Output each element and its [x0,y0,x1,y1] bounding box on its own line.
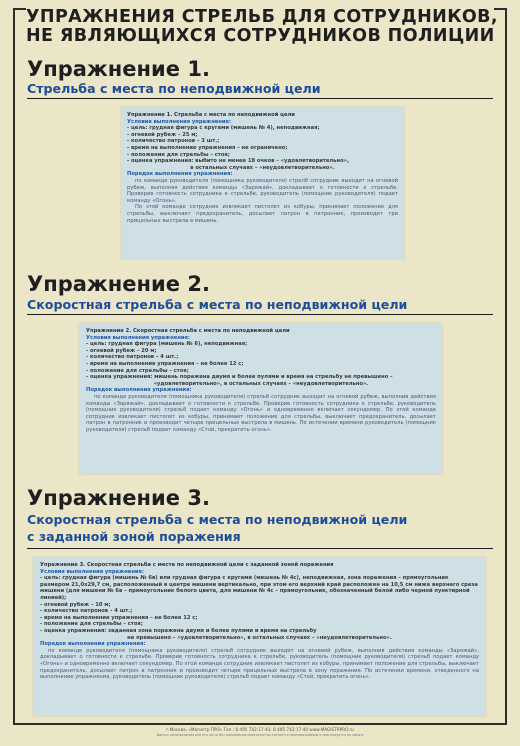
exercise-3-card [33,557,486,716]
exercise-3-divider [27,548,493,549]
condition-item: - количество патронов – 4 шт.; [40,608,133,615]
condition-item: - огневой рубеж – 25 м; [127,131,198,138]
order-heading: Порядок выполнения упражнения: [127,171,233,178]
condition-item: - количество патронов – 4 шт.; [86,354,179,361]
exercise-1-subtitle: Стрельба с места по неподвижной цели [27,81,321,96]
order-paragraph: по команде руководителя (помощника руководителя) стрелб сотрудник выходит на огневой рубеж, выполняя действия команды «Заряжай», докладывает о готовности к стрельбе. Проверив готовность сотрудника к стрельбе, руководитель (помощник руководителя) подает команду «Огонь». [127,177,398,204]
card-title: Упражнение 3. Скоростная стрельба с места по неподвижной цели с заданной зоной поражения [40,562,334,568]
card-title: Упражнение 1. Стрельба с места по неподвижной цели [127,112,295,118]
order-paragraph: По этой команде сотрудник извлекает пистолет из кобуры, принимает положение для стрельбы, выключает предохранитель, досылает патрон в патронник, производит три прицельных выстрела в мишень. [127,204,398,224]
condition-item: - положение для стрельбы – стоя; [40,621,143,628]
exercise-2-title: Упражнение 2. [27,272,210,296]
condition-item-target: - цель: грудная фигура (мишень № 6в) или грудная фигура с кругами (мишень № 4с), неподвижная, зона поражения – прямоугольник размером 21,0х29,7 см, расположенный в центре мишени вертикально, при этом его верхний край расположен на 10,5 см ниже верхнего среза мишени (для мишени № 6в – прямоугольник белого цвета, для мишени № 4с – прямоугольник, обозначенный белой либо черной пунктирной линией); [40,575,478,601]
exercise-3-subtitle-line-1: Скоростная стрельба с места по неподвижной цели [27,512,408,527]
condition-item: - время на выполнение упражнения – не ограничено; [127,144,288,151]
exercise-1-divider [27,98,493,99]
condition-item: - оценка упражнения: мишень поражена двумя и более пулями и время на стрельбу не превышено – [86,374,393,381]
poster-header [26,0,498,50]
exercise-2-subtitle: Скоростная стрельба с места по неподвижной цели [27,297,408,312]
copyright-notice: Выпуск произведения или его части без разрешения издательства считается противоправным и преследуется по закону [156,733,364,737]
condition-item-continued: не превышено – «удовлетворительно», в остальных случаях – «неудовлетворительно». [127,634,392,641]
poster-title-line-2: НЕ ЯВЛЯЮЩИХСЯ СОТРУДНИКОВ ПОЛИЦИИ [26,26,495,46]
poster-title-line-1: УПРАЖНЕНИЯ СТРЕЛЬБ ДЛЯ СОТРУДНИКОВ, [26,7,498,27]
condition-item: - цель: грудная фигура (мишень № 6), неподвижная; [86,341,248,348]
condition-item: - огневой рубеж – 20 м; [86,347,157,354]
order-heading: Порядок выполнения упражнения: [86,387,192,394]
conditions-heading: Условия выполнения упражнения: [40,568,144,575]
condition-item: - огневой рубеж – 10 м; [40,601,111,608]
condition-item: - оценка упражнения: выбито не менее 18 очков – «удовлетворительно», [127,158,349,165]
exercise-1-title: Упражнение 1. [27,57,210,81]
publisher-footer: г.Москва, «Магистр ПРО» Тел.: 8 495 742-17-43, 8 495 742-17-40 www.MAGISTRPRO.ru [166,727,354,732]
condition-item-continued: в остальных случаях – «неудовлетворительно». [190,164,335,171]
order-heading: Порядок выполнения упражнения: [40,641,146,648]
order-paragraph: по команде руководителя (помощника руководителя) стрельб сотрудник выходит на огневой рубеж, выполнив действия команды «Заряжай», докладывает о готовности к стрельбе. Проверив готовность сотрудника к стрельбе, руководитель (помощник руководителя) стрельб подает команду «Огонь» и одновременно включает секундомер. По этой команде сотрудник извлекает пистолет из кобуры, принимает положение для стрельбы, выключает предохранитель, досылает патрон в патронник и производит четыре прицельных выстрела в зону поражения. По истечении времени, отведенного на выполнение упражнения, руководитель (помощник руководителя) стрельб подает команду «Стой, прекратить огонь». [40,647,479,681]
condition-item: - время на выполнение упражнения – не более 12 с; [86,360,244,367]
card-title: Упражнение 2. Скоростная стрельба с места по неподвижной цели [86,328,290,334]
condition-item: - оценка упражнения: заданная зона поражена двумя и более пулями и время на стрельбу [40,627,317,634]
condition-item: - положение для стрельбы – стоя; [86,367,189,374]
exercise-1-card [121,107,404,259]
exercise-2-divider [27,314,493,315]
condition-item: - время на выполнение упражнения – не более 12 с; [40,614,198,621]
conditions-heading: Условия выполнения упражнения: [127,118,231,125]
condition-item: - положение для стрельбы – стоя; [127,151,230,158]
exercise-3-title: Упражнение 3. [27,486,210,510]
exercise-3-subtitle-line-2: с заданной зоной поражения [27,529,241,544]
exercise-2-card [79,323,442,474]
condition-item-continued: «удовлетворительно», в остальных случаях – «неудовлетворительно». [153,380,369,387]
condition-item: - количество патронов – 3 шт.; [127,138,220,145]
condition-item: - цель: грудная фигура с кругами (мишень № 4), неподвижная; [127,125,320,132]
conditions-heading: Условия выполнения упражнения: [86,334,190,341]
order-paragraph: по команде руководителя (помощника руководителя) стрельб сотрудник выходит на огневой рубеж, выполнив действия команды «Заряжай», докладывает о готовности к стрельбе. Проверив готовность сотрудника к стрельбе, руководитель (помощник руководителя) стрельб подает команду «Огонь» и одновременно включает секундомер. По этой команде сотрудник извлекает пистолет из кобуры, принимает положение для стрельбы, выключает предохранитель, досылает патрон в патронник и производит четыре прицельных выстрела в мишень. По истечении времени руководитель (помощник руководителя) стрельб подает команду «Стой, прекратить огонь». [86,393,436,433]
